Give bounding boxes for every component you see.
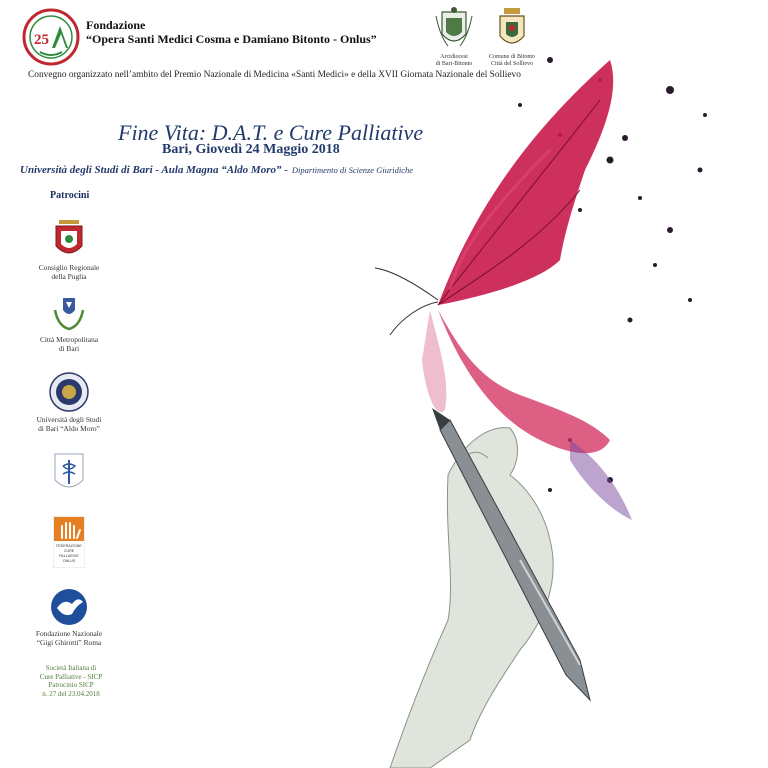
event-title: Fine Vita: D.A.T. e Cure Palliative — [118, 120, 424, 145]
fondazione-25-logo — [22, 8, 80, 66]
svg-text:FEDERAZIONE: FEDERAZIONE — [56, 544, 82, 548]
svg-text:CURE: CURE — [63, 549, 75, 553]
svg-text:PALLIATIVE: PALLIATIVE — [59, 554, 79, 558]
universita-seal-icon — [49, 372, 89, 412]
crest-bitonto-caption: Comune di Bitonto Città del Sollievo — [488, 54, 535, 67]
patrocini-label: Patrocini — [50, 190, 90, 201]
puglia-shield-icon — [53, 218, 85, 260]
patron-citta-metropolitana: Città Metropolitana di Bari — [10, 294, 128, 353]
event-date: Bari, Giovedì 24 Maggio 2018 — [162, 142, 340, 157]
venue-main: Università degli Studi di Bari - Aula Magna “Aldo Moro” - — [20, 164, 288, 176]
patron-universita-bari: Università degli Studi di Bari “Aldo Moro” — [10, 372, 128, 433]
foundation-line2: “Opera Santi Medici Cosma e Damiano Bitonto - Onlus” — [86, 32, 377, 46]
medical-emblem-icon — [51, 450, 87, 496]
logo-number: 25 — [34, 32, 49, 48]
patron-federazione-cure-palliative — [10, 516, 128, 568]
sicp-patronage-note: Società Italiana di Cure Palliative - SICP Patrocinio SICP n. 27 del 23.04.2018 — [39, 664, 103, 698]
svg-text:ONLUS: ONLUS — [62, 559, 76, 563]
foundation-line1: Fondazione — [86, 18, 146, 32]
foundation-name — [86, 18, 377, 46]
patron-fondazione-ghirotti: Fondazione Nazionale “Gigi Ghirotti” Roma — [10, 588, 128, 647]
ghirotti-dove-logo — [50, 588, 88, 626]
convegno-line: Convegno organizzato nell’ambito del Premio Nazionale di Medicina «Santi Medici» e della XVII Giornata Nazionale del Sollievo — [28, 70, 521, 80]
crest-arcidiocesi-caption: Arcidiocesi di Bari-Bitonto — [435, 54, 473, 67]
butterfly-hand-artwork — [370, 20, 768, 768]
patron-ordine-medici — [10, 450, 128, 496]
event-venue — [20, 160, 413, 178]
venue-department: Dipartimento di Scienze Giuridiche — [291, 165, 414, 175]
patron-consiglio-puglia: Consiglio Regionale della Puglia — [10, 218, 128, 281]
citta-metropolitana-emblem-icon — [50, 294, 88, 332]
federazione-cure-palliative-logo — [53, 516, 85, 568]
